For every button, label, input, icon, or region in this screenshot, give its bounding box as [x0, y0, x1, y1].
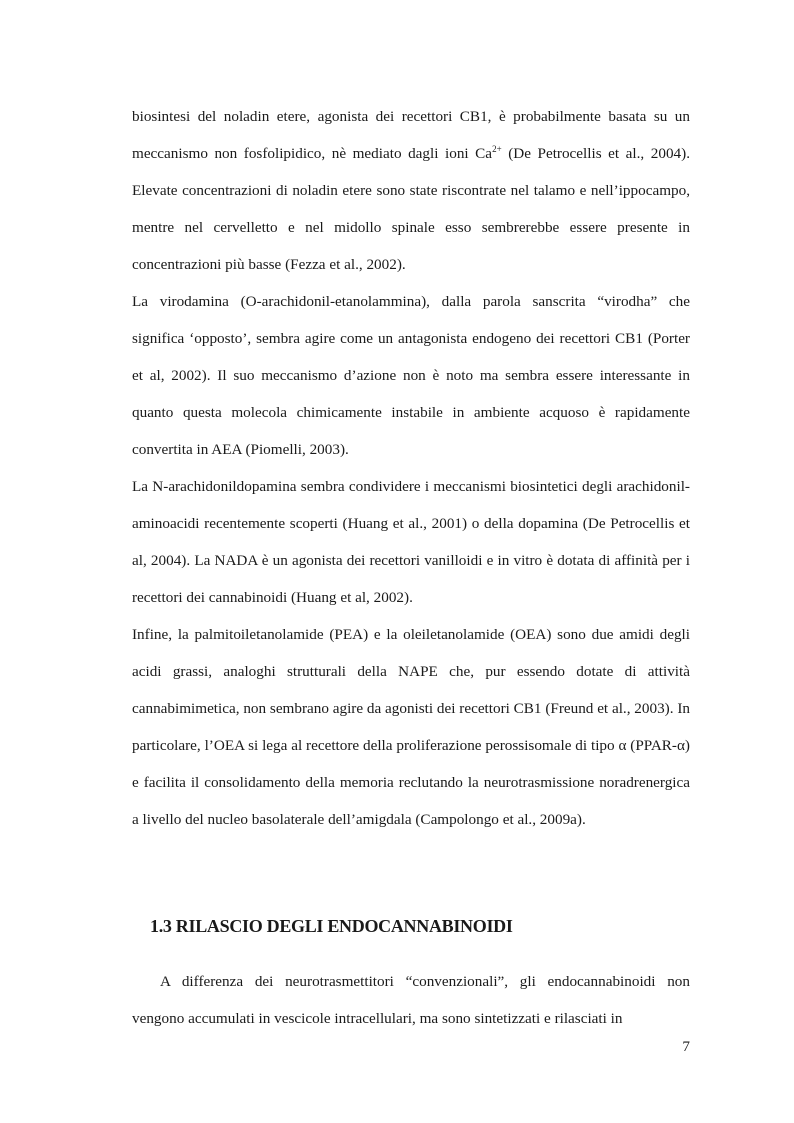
paragraph-noladin-text-part2: (De Petrocellis et al., 2004). Elevate concentrazioni di noladin etere sono state riscontrate nel talamo e nell’ippocampo, mentre nel cervelletto e nel midollo spinale esso sembrerebbe essere presente in concentrazioni più basse (Fezza et al., 2002).: [132, 145, 690, 273]
page-number: 7: [682, 1038, 690, 1055]
paragraph-rilascio-intro: A differenza dei neurotrasmettitori “convenzionali”, gli endocannabinoidi non vengono accumulati in vescicole intracellulari, ma sono sintetizzati e rilasciati in: [132, 973, 690, 1027]
section-body: [132, 963, 690, 1037]
paragraph-virodamina: La virodamina (O-arachidonil-etanolammina), dalla parola sanscrita “virodha” che significa ‘opposto’, sembra agire come un antagonista endogeno dei recettori CB1 (Porter et al, 2002). Il suo meccanismo d’azione non è noto ma sembra essere interessante in quanto questa molecola chimicamente instabile in ambiente acquoso è rapidamente convertita in AEA (Piomelli, 2003).: [132, 293, 690, 458]
paragraph-noladin-text-part1: biosintesi del noladin etere, agonista dei recettori CB1, è probabilmente basata su un meccanismo non fosfolipidico, nè mediato dagli ioni Ca: [132, 108, 690, 162]
body-text: [132, 98, 690, 838]
paragraph-nada: La N-arachidonildopamina sembra condividere i meccanismi biosintetici degli arachidonil-aminoacidi recentemente scoperti (Huang et al., 2001) o della dopamina (De Petrocellis et al, 2004). La NADA è un agonista dei recettori vanilloidi e in vitro è dotata di affinità per i recettori dei cannabinoidi (Huang et al, 2002).: [132, 478, 690, 606]
paragraph-noladin: [132, 98, 690, 283]
calcium-superscript: 2+: [492, 144, 502, 154]
section-heading: 1.3 RILASCIO DEGLI ENDOCANNABINOIDI: [150, 916, 513, 936]
paragraph-pea-oea: Infine, la palmitoiletanolamide (PEA) e la oleiletanolamide (OEA) sono due amidi degli acidi grassi, analoghi strutturali della NAPE che, pur essendo dotate di attività cannabimimetica, non sembrano agire da agonisti dei recettori CB1 (Freund et al., 2003). In particolare, l’OEA si lega al recettore della proliferazione perossisomale di tipo α (PPAR-α) e facilita il consolidamento della memoria reclutando la neurotrasmissione noradrenergica a livello del nucleo basolaterale dell’amigdala (Campolongo et al., 2009a).: [132, 626, 690, 828]
